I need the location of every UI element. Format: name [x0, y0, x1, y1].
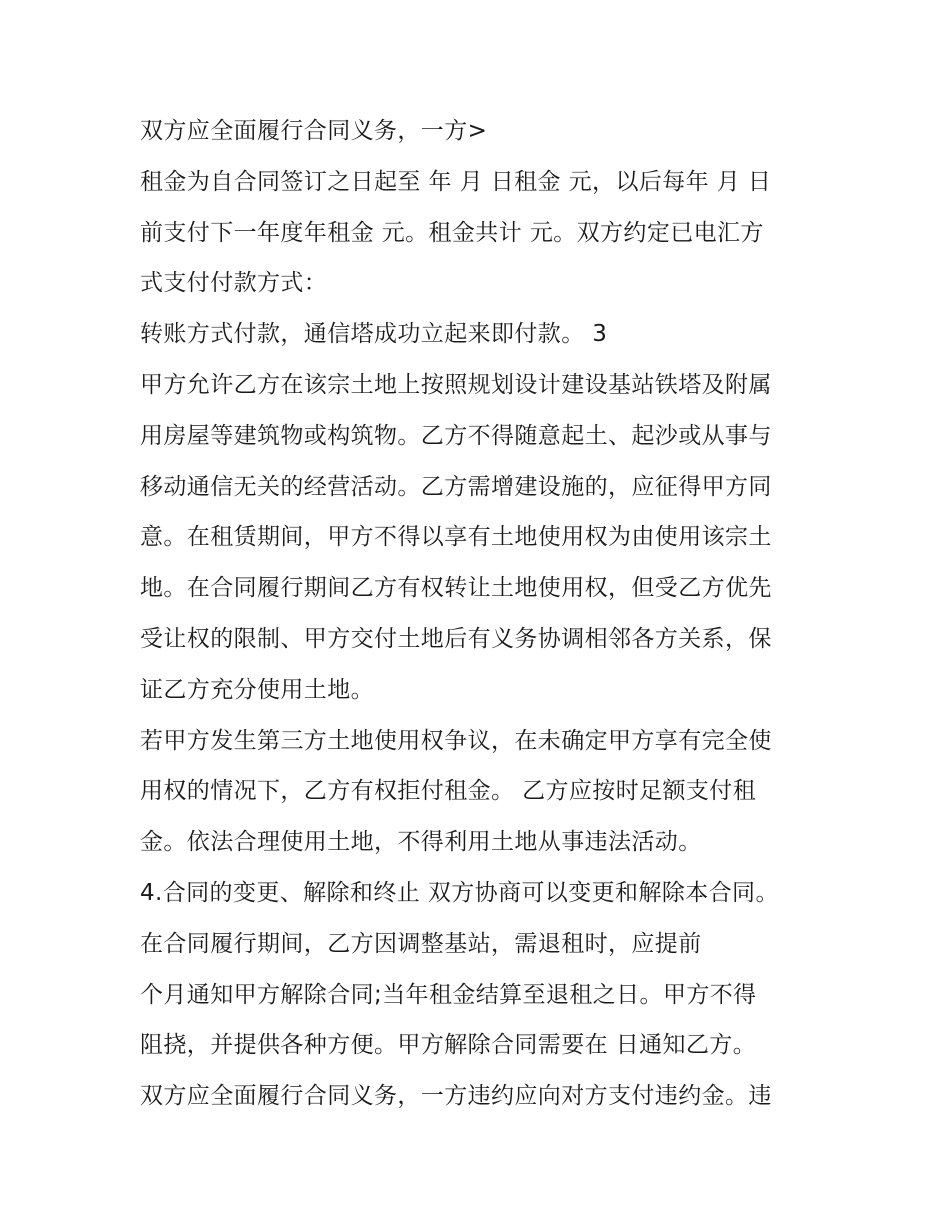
text-line: 式支付付款方式： [140, 270, 328, 297]
text-line: 甲方允许乙方在该宗土地上按照规划设计建设基站铁塔及附属 [140, 371, 772, 398]
text-line: 在合同履行期间，乙方因调整基站，需退租时，应提前 [140, 930, 702, 957]
text-line: 前支付下一年度年租金 元。租金共计 元。双方约定已电汇方 [140, 219, 764, 246]
text-line: 双方应全面履行合同义务，一方> [140, 118, 488, 144]
text-line: 地。在合同履行期间乙方有权转让土地使用权，但受乙方优先 [140, 575, 772, 602]
text-line: 双方应全面履行合同义务，一方违约应向对方支付违约金。违 [140, 1083, 772, 1110]
text-line: 转账方式付款，通信塔成功立起来即付款。 3 [140, 321, 608, 348]
text-line: 受让权的限制、甲方交付土地后有义务协调相邻各方关系，保 [140, 625, 772, 652]
text-line: 移动通信无关的经营活动。乙方需增建设施的，应征得甲方同 [140, 473, 772, 500]
text-line: 用权的情况下，乙方有权拒付租金。 乙方应按时足额支付租 [140, 778, 757, 805]
text-line: 4.合同的变更、解除和终止 双方协商可以变更和解除本合同。 [140, 879, 779, 906]
text-line: 用房屋等建筑物或构筑物。乙方不得随意起土、起沙或从事与 [140, 422, 772, 449]
text-line: 阻挠，并提供各种方便。甲方解除合同需要在 日通知乙方。 [140, 1032, 757, 1059]
text-line: 租金为自合同签订之日起至 年 月 日租金 元，以后每年 月 日 [140, 168, 772, 195]
text-line: 金。依法合理使用土地，不得利用土地从事违法活动。 [140, 829, 702, 856]
text-line: 若甲方发生第三方土地使用权争议，在未确定甲方享有完全使 [140, 727, 772, 754]
text-line: 证乙方充分使用土地。 [140, 676, 374, 703]
text-line: 个月通知甲方解除合同;当年租金结算至退租之日。甲方不得 [140, 981, 757, 1008]
contract-body-text [140, 106, 820, 1122]
text-line: 意。在租赁期间，甲方不得以享有土地使用权为由使用该宗土 [140, 524, 772, 551]
